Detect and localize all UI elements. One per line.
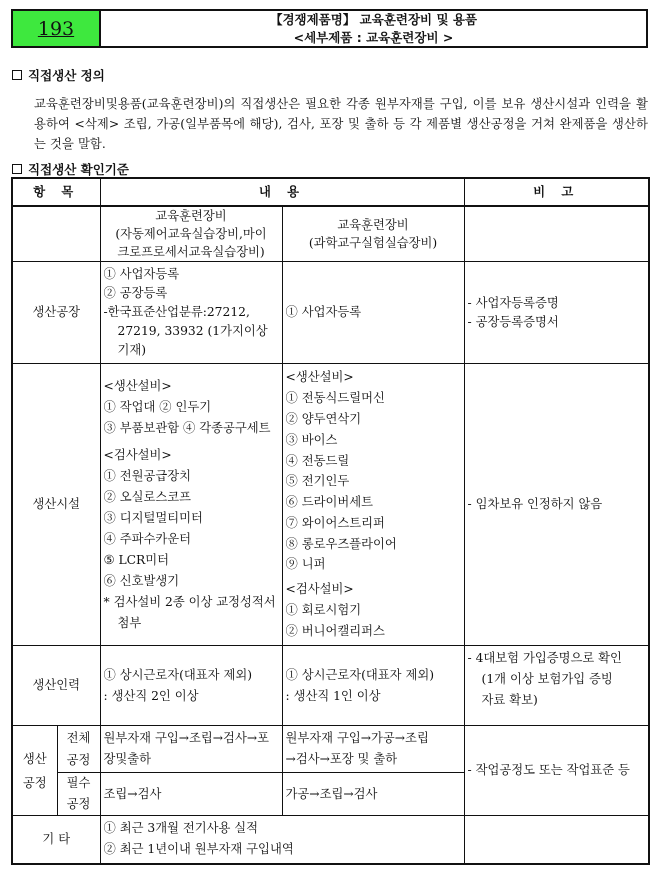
process-all-col-a: 원부자재 구입→조립→검사→포 장및출하 [100,726,282,773]
definition-heading: 직접생산 정의 [12,66,105,84]
process-remark: - 작업공정도 또는 작업표준 등 [464,726,649,816]
header-box [11,9,648,48]
workforce-col-b: ① 상시근로자(대표자 제외) : 생산직 1인 이상 [282,646,464,726]
item-number: 193 [37,17,75,40]
row-label-facility: 생산시설 [12,364,100,646]
factory-remark: - 사업자등록증명 - 공장등록증명서 [464,262,649,364]
factory-col-b: ① 사업자등록 [282,262,464,364]
process-all-col-b: 원부자재 구입→가공→조립 →검사→포장 및 출하 [282,726,464,773]
subheader-empty [12,206,100,262]
row-label-other: 기 타 [12,816,100,864]
process-required-col-a: 조립→검사 [100,773,282,816]
facility-remark: - 임차보유 인정하지 않음 [464,364,649,646]
workforce-col-a: ① 상시근로자(대표자 제외) : 생산직 2인 이상 [100,646,282,726]
subheader-col-b: 교육훈련장비 (과학교구실험실습장비) [282,206,464,262]
process-sub-all: 전체 공정 [57,726,100,773]
row-label-factory: 생산공장 [12,262,100,364]
sub-product-name: <세부제품 : 교육훈련장비 > [293,29,454,45]
row-label-workforce: 생산인력 [12,646,100,726]
col-header-item: 항 목 [12,178,100,206]
square-bullet-icon [12,70,22,80]
product-name: 【경쟁제품명】 교육훈련장비 및 용품 [269,11,478,27]
facility-col-b: <생산설비> ① 전동식드릴머신 ② 양두연삭기 ③ 바이스 ④ 전동드릴 ⑤ 전기인두 ⑥ 드라이버세트 ⑦ 와이어스트리퍼 ⑧ 롱로우즈플라이어 ⑨ 니퍼 <검사설비> ① 회로시험기 ② 버니어캘리퍼스 [282,364,464,646]
other-remark-empty [464,816,649,864]
header-title [101,11,646,46]
workforce-remark: - 4대보험 가입증명으로 확인 (1개 이상 보험가입 증빙 자료 확보) [464,646,649,726]
other-content: ① 최근 3개월 전기사용 실적 ② 최근 1년이내 원부자재 구입내역 [100,816,464,864]
subheader-remark-empty [464,206,649,262]
facility-col-a: <생산설비> ① 작업대 ② 인두기 ③ 부품보관함 ④ 각종공구세트 <검사설비> ① 전원공급장치 ② 오실로스코프 ③ 디지털멀티미터 ④ 주파수카운터 ⑤ LCR미터 ⑥ 신호발생기 * 검사설비 2종 이상 교정성적서 첨부 [100,364,282,646]
criteria-table [11,177,650,865]
process-sub-required: 필수 공정 [57,773,100,816]
criteria-heading: 직접생산 확인기준 [12,160,129,178]
row-label-process: 생산 공정 [12,726,57,816]
subheader-col-a: 교육훈련장비 (자동제어교육실습장비,마이 크로프로세서교육실습장비) [100,206,282,262]
process-required-col-b: 가공→조립→검사 [282,773,464,816]
col-header-remark: 비 고 [464,178,649,206]
item-number-cell [13,11,101,46]
square-bullet-icon [12,164,22,174]
factory-col-a: ① 사업자등록 ② 공장등록 -한국표준산업분류:27212, 27219, 33932 (1가지이상 기재) [100,262,282,364]
definition-paragraph: 교육훈련장비및용품(교육훈련장비)의 직접생산은 필요한 각종 원부자재를 구입, 이를 보유 생산시설과 인력을 활용하여 <삭제> 조립, 가공(일부품목에 해당), 검사, 포장 및 출하 등 각 제품별 생산공정을 거쳐 완제품을 생산하는 것을 말함. [34,97,648,151]
col-header-content: 내 용 [100,178,464,206]
